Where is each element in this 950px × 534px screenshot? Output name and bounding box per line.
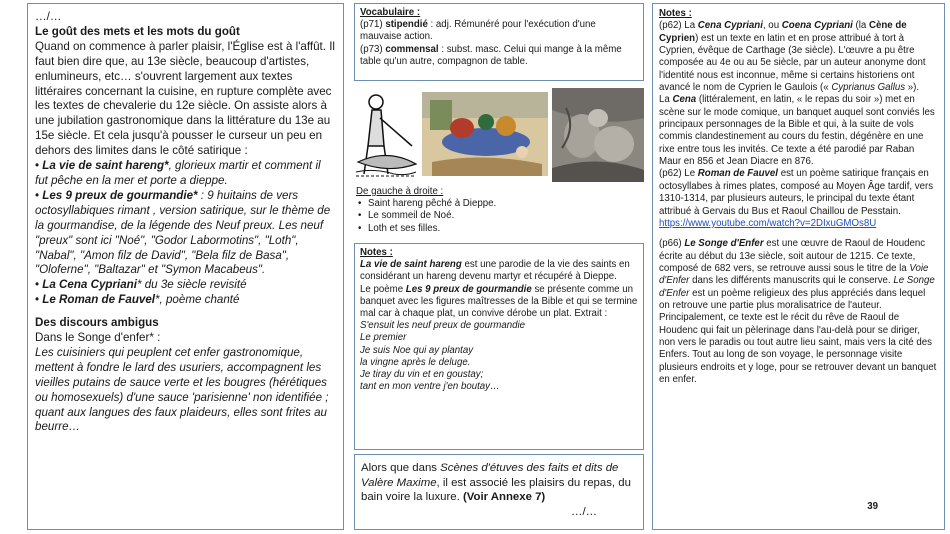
list-item: • La vie de saint hareng*, glorieux martir et comment il fut pêche en la mer et porte a dieppe. [35, 159, 321, 187]
verse-line: la vingne après le deluge. [360, 356, 471, 368]
notes-title: Notes : [659, 8, 692, 19]
note-songe-enfer: (p66) Le Songe d'Enfer est une œuvre de Raoul de Houdenc écrite au début du 13e siècle, soit autour de 1215. Ce texte, composé de 682 vers, se retrouve aussi sous le titre de la Voie d'Enfer dans les différents manuscrits qui le conserve. Le Songe d'Enfer est un poème religieux des plus appréciés dans lequel on retrouve une partie plus moralisatrice de l'auteur. Principalement, ce texte est le récit du rêve de Raoul de Houdenc qui fait un pèlerinage dans l'au-delà pour se diriger, non vers le paradis ou tout autre lieu saint, mais vers la cité des Enfers. Tout au long de son voyage, le personnage visite plusieurs endroits et y loge, pour se retrouver devant un banquet en enfer. [659, 238, 937, 385]
section-title-gout: Le goût des mets et les mots du goût [35, 24, 240, 38]
annex-text: Alors que dans Scènes d'étuves des faits et dits de Valère Maxime, il est associé les plaisirs du repas, du bain voire la luxure. (Voir Annexe 7) [361, 462, 631, 504]
verse-line: Le premier [360, 332, 407, 344]
note-9-preux: Le poème Les 9 preux de gourmandie se présente comme un banquet avec les figures maîtresses de la Bible et qui se termine mal car à chaque plat, un convive dérobe un plat. Extrait : [360, 283, 638, 320]
notes-title: Notes : [360, 247, 393, 258]
notes-right-panel [652, 3, 945, 530]
note-saint-hareng: La vie de saint hareng est une parodie de la vie des saints en considérant un hareng devenu martyr et récupéré à Dieppe. [360, 259, 630, 283]
list-item: • Loth et ses filles. [356, 223, 646, 235]
illustrations-caption [356, 186, 646, 235]
verse-line: S'ensuit les neuf preux de gourmandie [360, 320, 526, 332]
continuation-top: …/… [35, 10, 62, 23]
quote-songe: Les cuisiniers qui peuplent cet enfer gastronomique, mettent à fondre le lard des usuriers, accompagnent les vieilles putains de sauce verte et les bougres (hérétiques ou homosexuels) d'une sauce 'parisienne' non identifiée ; quant aux langues des faux plaideurs, elles sont frites au beurre… [35, 345, 329, 434]
section-paragraph-gout: Quand on commence à parler plaisir, l'Église est à l'affût. Il faut bien dire que, au 13e siècle, beaucoup d'artistes, enlumineurs, etc… s'ouvrent largement aux textes littéraires concernant la cuisine, en rupture complète avec les textes de chevalerie du 12e siècle. On assiste alors à une jubilation gastronomique dans la littérature du 13e au 15e siècle. Et cela jusqu'à pousser le curseur un peu en dehors des limites dans le côté satirique : [35, 39, 336, 158]
verse-line: Je suis Noe qui ay plantay [360, 344, 474, 356]
vocabulary-entry: (p71) stipendié : adj. Rémunéré pour l'exécution d'une mauvaise action. [360, 19, 596, 43]
list-item: • La Cena Cypriani* du 3e siècle revisité [35, 278, 247, 292]
continuation-bottom: …/… [571, 505, 597, 518]
vocabulary-panel [354, 3, 644, 81]
verse-line: Je tiray du vin et en goustay; [360, 369, 484, 381]
verse-line: tant en mon ventre j'en boutay… [360, 381, 500, 393]
list-item: • Le sommeil de Noé. [356, 210, 646, 222]
saint-hareng-woodcut-image [354, 88, 418, 180]
section-title-discours: Des discours ambigus [35, 316, 159, 330]
section-intro-songe: Dans le Songe d'enfer* : [35, 331, 161, 345]
notes-middle-panel [354, 243, 644, 450]
page-number: 39 [867, 500, 878, 512]
caption-title: De gauche à droite : [356, 186, 444, 197]
sommeil-de-noe-image [422, 92, 548, 176]
list-item: • Saint hareng pêché à Dieppe. [356, 198, 646, 210]
illustrations-row [354, 86, 644, 182]
note-roman-de-fauvel: (p62) Le Roman de Fauvel est un poème satirique français en octosyllabes à rimes plates, composé au Moyen Âge tardif, vers 1310-1314, par plusieurs auteurs, le principal du texte étant attribué à Gervais du Bus et Raoul Chaillou de Pesstain. [659, 168, 934, 217]
list-item: • Les 9 preux de gourmandie* : 9 huitains de vers octosyllabiques rimant , version satirique, sur le thème de la gourmandise, de la légende des Neuf preux. Les neuf "preux" sont ici "Noé", "Godor Labormotins", "Loth", "Nabal", "Amon filz de David", "Bela filz de Basa", "Oloferne", "Baltazar" et "Symon Macabeus". [35, 188, 331, 277]
note-cena: La Cena (littéralement, en latin, « le repas du soir ») met en scène sur le mode comique, un banquet auquel sont conviés les principaux personnages de la Bible et qui, à la suite de vols commis clandestinement au cours du festin, dégénère en une rixe entre tous les invités. Ce texte a été parodié par Raban Maur en 856 et Jean Diacre en 876. [659, 94, 935, 168]
main-text-panel [27, 3, 344, 530]
note-cena-cypriani: (p62) La Cena Cypriani, ou Coena Cypriani (la Cène de Cyprien) est un texte en latin et en prose attribué à tort à Cyprien, évêque de Carthage (3e siècle). L'œuvre a pu être composée au 4e ou au 5e siècle, par un auteur anonyme dont l'identité nous est inconnue, même si certains historiens ont avancé le nom de Cyprien le Gaulois (« Cyprianus Gallus »). [659, 20, 926, 94]
loth-et-ses-filles-image [552, 88, 644, 182]
vocabulary-title: Vocabulaire : [360, 7, 421, 18]
vocabulary-entry: (p73) commensal : subst. masc. Celui qui mange à la même table qu'un autre, compagnon de table. [360, 43, 622, 67]
youtube-link[interactable]: https://www.youtube.com/watch?v=2DIxuGMOs8U [659, 217, 877, 229]
annex-panel [354, 454, 644, 530]
list-item: • Le Roman de Fauvel*, poème chanté [35, 293, 240, 307]
